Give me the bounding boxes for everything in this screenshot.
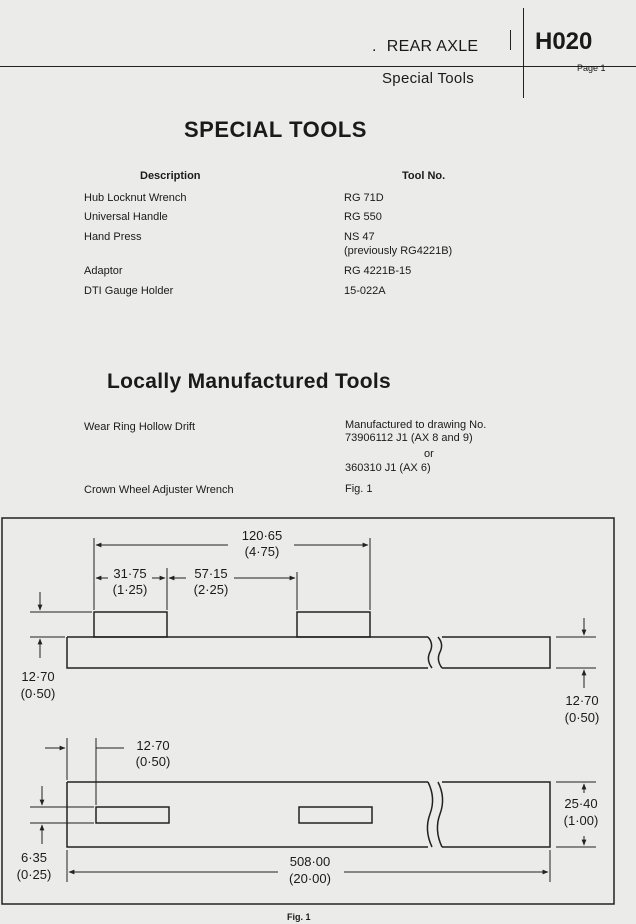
section-code: H020	[535, 28, 593, 55]
side-view-bar-left	[67, 637, 428, 668]
dim-overall-top-mm: 120·65	[241, 528, 283, 543]
wrench-drawing	[0, 510, 636, 924]
header-rule	[0, 66, 636, 67]
tool-row-number: RG 71D	[344, 192, 384, 204]
subsection-label: Special Tools	[382, 70, 475, 87]
side-view-break-left	[428, 637, 432, 668]
dim-lug-height-in: (0·50)	[20, 686, 56, 701]
tool-row-number: NS 47	[344, 231, 375, 243]
figure-caption: Fig. 1	[287, 912, 311, 922]
tool-row-description: Hub Locknut Wrench	[84, 192, 187, 204]
plan-view-break-left	[427, 782, 432, 847]
dim-slot-offset-in: (0·50)	[135, 754, 171, 769]
dim-lug-width-mm: 31·75	[113, 566, 147, 581]
column-header-description: Description	[140, 170, 201, 182]
side-view-lug-right	[297, 612, 370, 637]
column-header-tool-no: Tool No.	[402, 170, 446, 182]
special-tools-title: SPECIAL TOOLS	[184, 117, 367, 142]
local-tools-title: Locally Manufactured Tools	[107, 370, 391, 393]
header-divider-small	[510, 30, 511, 50]
dim-bar-thickness-in: (0·50)	[564, 710, 600, 725]
page-number: Page 1	[577, 63, 606, 73]
dim-bar-width-in: (1·00)	[563, 813, 599, 828]
dim-lug-gap-mm: 57·15	[194, 566, 228, 581]
local-tool-spec-line: or	[424, 448, 434, 460]
dim-lug-height-mm: 12·70	[21, 669, 55, 684]
plan-view-break-right	[437, 782, 442, 847]
local-tool-spec-line: 73906112 J1 (AX 8 and 9)	[345, 432, 473, 444]
dim-bar-width-mm: 25·40	[564, 796, 598, 811]
tool-row-description: DTI Gauge Holder	[84, 285, 174, 297]
plan-view-bar-left	[67, 782, 428, 847]
local-tool-description: Crown Wheel Adjuster Wrench	[84, 484, 234, 496]
dim-bar-thickness-mm: 12·70	[565, 693, 599, 708]
local-tool-spec-line: 360310 J1 (AX 6)	[345, 462, 431, 474]
tool-row-note: (previously RG4221B)	[344, 245, 453, 257]
dim-overall-top-in: (4·75)	[244, 544, 280, 559]
side-view-lug-left	[94, 612, 167, 637]
dim-overall-length-mm: 508·00	[289, 854, 331, 869]
dim-overall-length-in: (20·00)	[289, 871, 331, 886]
tool-row-description: Hand Press	[84, 231, 142, 243]
tool-row-number: RG 550	[344, 211, 382, 223]
plan-view-slot-right	[299, 807, 372, 823]
local-tool-description: Wear Ring Hollow Drift	[84, 421, 196, 433]
side-view-break-right	[438, 637, 442, 668]
dim-lug-width-in: (1·25)	[112, 582, 148, 597]
dim-slot-offset-mm: 12·70	[136, 738, 170, 753]
tool-row-description: Universal Handle	[84, 211, 168, 223]
dim-lug-gap-in: (2·25)	[193, 582, 229, 597]
plan-view-slot-left	[96, 807, 169, 823]
tool-row-description: Adaptor	[84, 265, 123, 277]
side-view-bar-right	[442, 637, 550, 668]
dim-slot-width-in: (0·25)	[16, 867, 52, 882]
header-divider	[523, 8, 524, 98]
local-tool-spec-line: Manufactured to drawing No.	[345, 419, 487, 431]
tool-row-number: 15-022A	[344, 285, 386, 297]
tool-row-number: RG 4221B-15	[344, 265, 412, 277]
local-tool-spec-line: Fig. 1	[345, 483, 373, 495]
section-label: . REAR AXLE	[372, 38, 479, 55]
dim-slot-width-mm: 6·35	[20, 850, 48, 865]
plan-view-bar-right	[442, 782, 550, 847]
